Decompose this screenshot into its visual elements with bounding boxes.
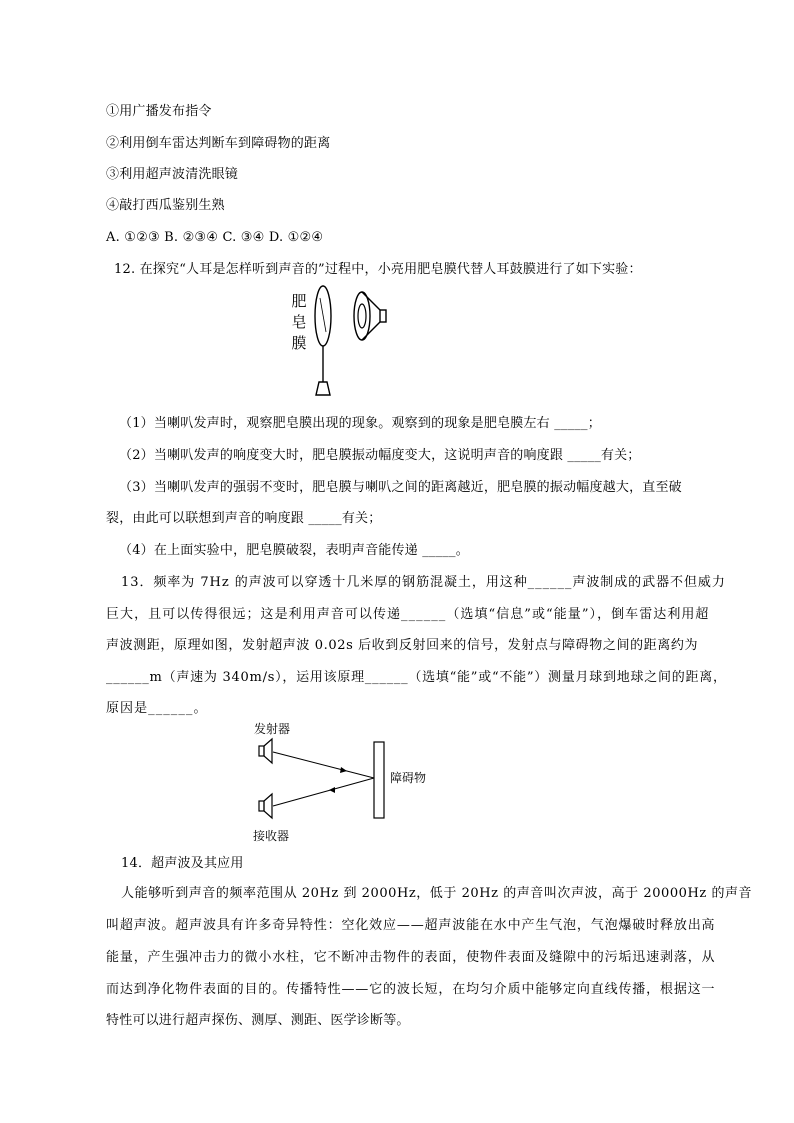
soap-film-base bbox=[316, 382, 330, 395]
q13-line-2: 巨大，且可以传得很远；这是利用声音可以传递______（选填“信息”或“能量”），倒车雷达利用超 bbox=[106, 607, 710, 622]
soap-film-shine bbox=[320, 298, 326, 332]
q13-line-1: 13．频率为 7Hz 的声波可以穿透十几米厚的钢筋混凝土，用这种______声波制成的武器不但威力 bbox=[121, 575, 726, 590]
q14-title: 14．超声波及其应用 bbox=[121, 856, 244, 871]
q12-part-1: （1）当喇叭发声时，观察肥皂膜出现的现象。观察到的现象是肥皂膜左右 _____； bbox=[119, 416, 601, 431]
q14-line-2: 叫超声波。超声波具有许多奇异特性：空化效应——超声波能在水中产生气泡，气泡爆破时释放出高 bbox=[106, 918, 716, 933]
q12-part-2: （2）当喇叭发声的响度变大时，肥皂膜振动幅度变大，这说明声音的响度跟 _____有关； bbox=[119, 448, 641, 463]
q12-part-4: （4）在上面实验中，肥皂膜破裂，表明声音能传递 _____。 bbox=[119, 543, 469, 558]
q11-option-2: ②利用倒车雷达判断车到障碍物的距离 bbox=[106, 136, 331, 151]
q11-option-1: ①用广播发布指令 bbox=[106, 104, 212, 119]
q12-stem: 12. 在探究“人耳是怎样听到声音的”过程中，小亮用肥皂膜代替人耳鼓膜进行了如下实验： bbox=[114, 262, 642, 277]
reflected-wave-line bbox=[273, 778, 374, 806]
obstacle-block bbox=[374, 742, 384, 818]
emitter-speaker-body bbox=[259, 746, 264, 756]
q13-line-4: ______m（声速为 340m/s），运用该原理______（选填“能”或“不能”）测量月球到地球之间的距离， bbox=[106, 670, 727, 685]
q14-line-3: 能量，产生强冲击力的微小水柱，它不断冲击物件的表面，使物件表面及缝隙中的污垢迅速剥落，从 bbox=[106, 950, 716, 965]
receiver-speaker-cone bbox=[264, 794, 272, 818]
q11-option-3: ③利用超声波清洗眼镜 bbox=[106, 167, 239, 182]
receiver-label: 接收器 bbox=[252, 829, 290, 843]
reflected-wave-arrow bbox=[329, 787, 335, 793]
q11-option-4: ④敲打西瓜鉴别生熟 bbox=[106, 198, 225, 213]
q12-part-3: （3）当喇叭发声的强弱不变时，肥皂膜与喇叭之间的距离越近，肥皂膜的振动幅度越大，直至破 bbox=[119, 480, 682, 495]
emitter-label: 发射器 bbox=[253, 722, 291, 736]
q14-line-4: 而达到净化物件表面的目的。传播特性——它的波长短，在均匀介质中能够定向直线传播，根据这一 bbox=[106, 982, 716, 997]
q14-line-1: 人能够听到声音的频率范围从 20Hz 到 2000Hz，低于 20Hz 的声音叫次声波，高于 20000Hz 的声音 bbox=[121, 886, 753, 901]
emitter-speaker-cone bbox=[264, 739, 272, 763]
receiver-speaker-body bbox=[259, 801, 264, 811]
outgoing-wave-line bbox=[273, 752, 374, 778]
soap-film-label-2: 皂 bbox=[291, 313, 307, 331]
obstacle-label: 障碍物 bbox=[390, 771, 427, 785]
q14-line-5: 特性可以进行超声探伤、测厚、测距、医学诊断等。 bbox=[106, 1013, 410, 1028]
ultrasonic-ranging-figure bbox=[246, 716, 446, 848]
outgoing-wave-arrow bbox=[340, 767, 347, 773]
speaker-mouth bbox=[354, 292, 370, 340]
speaker-driver bbox=[380, 310, 386, 322]
q12-part-3-cont: 裂，由此可以联想到声音的响度跟 _____有关； bbox=[106, 511, 382, 526]
q13-line-3: 声波测距，原理如图，发射超声波 0.02s 后收到反射回来的信号，发射点与障碍物之间的距离约为 bbox=[106, 638, 699, 653]
q11-choices: A. ①②③ B. ②③④ C. ③④ D. ①②④ bbox=[106, 230, 324, 245]
soap-film-figure bbox=[270, 282, 410, 412]
speaker-inner bbox=[358, 304, 366, 328]
soap-film-label-3: 膜 bbox=[291, 334, 307, 352]
q13-line-5: 原因是______。 bbox=[106, 701, 208, 716]
soap-film-label-1: 肥 bbox=[291, 292, 307, 310]
